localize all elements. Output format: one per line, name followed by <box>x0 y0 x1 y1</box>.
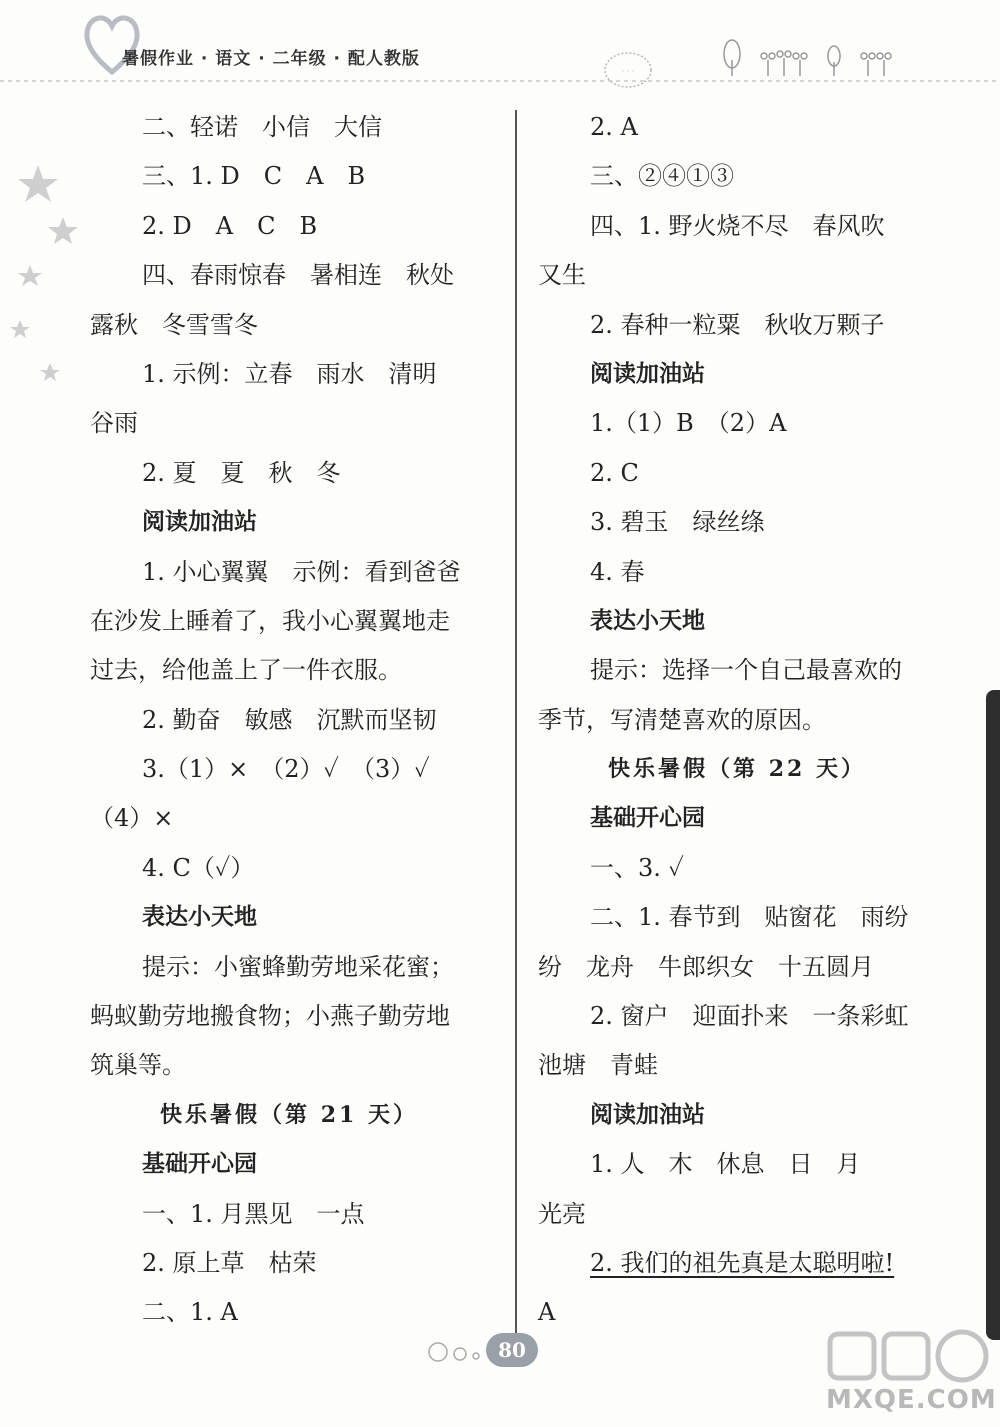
answer-line: 1.（1）B （2）A <box>590 409 787 438</box>
day-title: 快乐暑假（第 22 天） <box>608 756 866 783</box>
answer-line: 季节，写清楚喜欢的原因。 <box>538 705 826 734</box>
section-heading: 阅读加油站 <box>590 360 705 387</box>
header-divider <box>0 78 1000 84</box>
answer-line: 2. 夏 夏 秋 冬 <box>142 458 341 487</box>
answer-line: 2. D A C B <box>142 211 318 240</box>
answer-line: 过去，给他盖上了一件衣服。 <box>90 656 402 685</box>
answer-line: 蚂蚁勤劳地搬食物；小燕子勤劳地 <box>90 1002 450 1031</box>
answer-line: 一、3. ✓ <box>590 853 685 882</box>
day-title: 快乐暑假（第 21 天） <box>160 1101 418 1128</box>
column-divider <box>515 110 517 1345</box>
stars-icon <box>8 165 78 395</box>
header-title: 暑假作业 · 语文 · 二年级 · 配人教版 <box>122 49 420 69</box>
answer-line: 纷 龙舟 牛郎织女 十五圆月 <box>538 952 874 981</box>
section-heading: 基础开心园 <box>590 805 705 832</box>
answer-line: 2. 窗户 迎面扑来 一条彩虹 <box>590 1002 909 1031</box>
answer-line: 二、轻诺 小信 大信 <box>142 113 382 141</box>
answer-line: 谷雨 <box>90 409 138 438</box>
answer-line: 二、1. A <box>142 1298 238 1327</box>
answer-line: 二、1. 春节到 贴窗花 雨纷 <box>590 903 909 932</box>
answer-line: 三、1. D C A B <box>142 162 366 191</box>
answer-line: 四、1. 野火烧不尽 春风吹 <box>590 211 885 240</box>
answer-line: 1. 人 木 休息 日 月 <box>590 1150 861 1179</box>
answer-line: 提示：小蜜蜂勤劳地采花蜜； <box>142 952 454 981</box>
watermark-text: MXQE.COM <box>826 1385 997 1415</box>
answer-line: 2. 原上草 枯荣 <box>142 1248 317 1277</box>
section-heading: 基础开心园 <box>142 1151 257 1178</box>
answer-line: 筑巢等。 <box>90 1051 186 1080</box>
section-heading: 阅读加油站 <box>590 1101 705 1128</box>
answer-line: 池塘 青蛙 <box>538 1051 658 1080</box>
answer-line: 1. 小心翼翼 示例：看到爸爸 <box>142 557 461 586</box>
answer-line: 在沙发上睡着了，我小心翼翼地走 <box>90 606 450 635</box>
answer-line: 一、1. 月黑见 一点 <box>142 1199 365 1228</box>
answer-line: 提示：选择一个自己最喜欢的 <box>590 656 902 685</box>
answer-line: 三、②④①③ <box>590 162 734 191</box>
badge-icon <box>602 50 654 90</box>
plants-icon <box>718 38 908 78</box>
answer-line: （4）× <box>90 804 174 833</box>
answer-line: 光亮 <box>538 1199 586 1228</box>
answer-line: 2. 勤奋 敏感 沉默而坚韧 <box>142 705 437 734</box>
answer-line: 4. 春 <box>590 557 645 586</box>
answer-line: 2. C <box>590 458 639 487</box>
answer-line-underlined: 2. 我们的祖先真是太聪明啦! <box>590 1248 895 1277</box>
section-heading: 阅读加油站 <box>142 509 257 536</box>
page-number: 80 <box>486 1333 538 1367</box>
answer-line: 3.（1）× （2）✓ （3）✓ <box>142 755 430 784</box>
answer-line: 4. C（✓） <box>142 853 255 882</box>
section-heading: 表达小天地 <box>590 607 705 634</box>
footer-dots-icon <box>426 1340 484 1364</box>
svg-text:· · ·: · · · <box>621 67 635 76</box>
answer-line: 又生 <box>538 261 586 290</box>
answer-line: A <box>538 1298 556 1327</box>
watermark-logo-icon <box>826 1328 996 1384</box>
left-column <box>90 103 500 1338</box>
section-heading: 表达小天地 <box>142 904 257 931</box>
answer-line: 2. A <box>590 113 638 141</box>
answer-line: 3. 碧玉 绿丝绦 <box>590 508 765 537</box>
right-column <box>538 103 948 1338</box>
page-header <box>0 0 1000 100</box>
page-edge-shadow <box>986 690 1000 1340</box>
answer-line: 2. 春种一粒粟 秋收万颗子 <box>590 310 885 339</box>
answer-line: 四、春雨惊春 暑相连 秋处 <box>142 261 454 290</box>
answer-line: 露秋 冬雪雪冬 <box>90 310 258 339</box>
answer-line: 1. 示例：立春 雨水 清明 <box>142 359 437 388</box>
